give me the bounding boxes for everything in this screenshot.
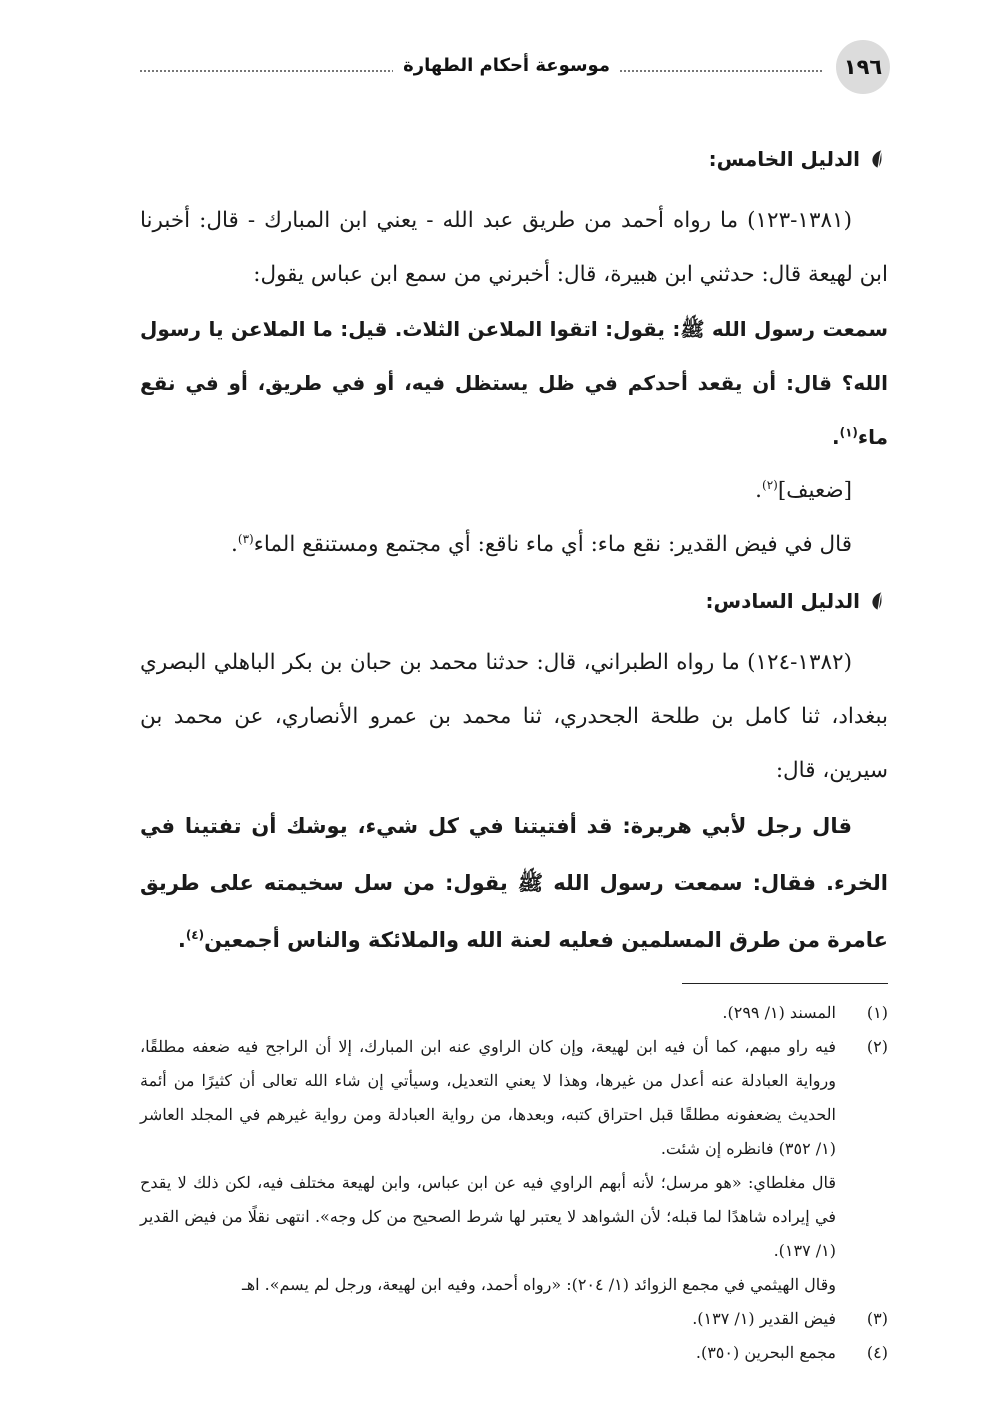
- leaf-icon: [868, 148, 888, 170]
- page-number: ١٩٦: [836, 40, 890, 94]
- section-heading-text: الدليل السادس:: [705, 589, 860, 613]
- narration-chain: (١٣٨١-١٢٣) ما رواه أحمد من طريق عبد الله - يعني ابن المبارك - قال: أخبرنا ابن لهيعة قال: حدثني ابن هبيرة، قال: أخبرني من سمع ابن عباس يقول:: [140, 208, 888, 287]
- footnote-text: وقال الهيثمي في مجمع الزوائد (١/ ٢٠٤): «رواه أحمد، وفيه ابن لهيعة، ورجل لم يسم». اهـ: [242, 1275, 836, 1294]
- footnote-item: [140, 1336, 888, 1370]
- page-header: [140, 40, 888, 102]
- footnote-item: [140, 1302, 888, 1336]
- book-page: [140, 40, 888, 1370]
- footnote-separator: [682, 983, 888, 984]
- footnote-marker: (٤): [185, 928, 205, 942]
- book-title: موسوعة أحكام الطهارة: [393, 55, 620, 76]
- footnote-text: فيه راو مبهم، كما أن فيه ابن لهيعة، وإن كان الراوي عنه ابن المبارك، إلا أن الراجح فيه ضعفه مطلقًا، ورواية العبادلة عنه أعدل من غيرها، وهذا لا يعني التعديل، وسيأتي إن شاء الله تعالى أن كثيرًا من أئمة الحديث يضعفونه مطلقًا قبل احتراق كتبه، وبعدها، من رواية العبادلة ومن رواية غيرهم في المجلد العاشر (١/ ٣٥٢) فانظره إن شئت.: [140, 1037, 836, 1158]
- section-heading-sixth: [140, 572, 888, 630]
- footnote-number: (٤): [866, 1343, 888, 1362]
- footnotes: [140, 996, 888, 1370]
- footnote-text: فيض القدير (١/ ١٣٧).: [692, 1309, 836, 1328]
- grade-text: [ضعيف]$^{(٢)}$.: [755, 477, 852, 503]
- main-text: [140, 130, 888, 969]
- footnote-marker: (٢): [762, 477, 778, 492]
- hadith-text: سمعت رسول الله ﷺ: يقول: اتقوا الملاعن الثلاث. قيل: ما الملاعن يا رسول الله؟ قال: أن يقعد أحدكم في ظل يستظل فيه، أو في طريق، أو في نقع ماء$^{(١)}$.: [140, 317, 888, 449]
- section-heading-text: الدليل الخامس:: [708, 147, 860, 171]
- leaf-icon: [868, 590, 888, 612]
- footnote-text: المسند (١/ ٢٩٩).: [722, 1003, 836, 1022]
- footnote-number: (٢): [866, 1037, 888, 1056]
- footnote-text: مجمع البحرين (٣٥٠).: [695, 1343, 836, 1362]
- narration-chain: (١٣٨٢-١٢٤) ما رواه الطبراني، قال: حدثنا محمد بن حبان بن بكر الباهلي البصري ببغداد، ثنا كامل بن طلحة الجحدري، ثنا محمد بن عمرو الأنصاري، عن محمد بن سيرين، قال:: [140, 650, 888, 783]
- footnote-text: قال مغلطاي: «هو مرسل؛ لأنه أبهم الراوي فيه عن ابن عباس، وابن لهيعة مختلف فيه، لكن ذلك لا يقدح في إيراده شاهدًا لما قبله؛ لأن الشواهد لا يعتبر لها شرط الصحيح من كل وجه». انتهى نقلًا من فيض القدير (١/ ١٣٧).: [140, 1173, 836, 1260]
- footnote-number: (١): [866, 1003, 888, 1022]
- footnote-marker: (٣): [237, 531, 254, 546]
- footnote-item: [140, 1030, 888, 1302]
- explanation-text: قال في فيض القدير: نقع ماء: أي ماء ناقع: أي مجتمع ومستنقع الماء$^{(٣)}$.: [231, 531, 852, 557]
- section-heading-fifth: [140, 130, 888, 188]
- footnote-marker: (١): [839, 425, 858, 440]
- hadith-text: قال رجل لأبي هريرة: قد أفتيتنا في كل شيء، يوشك أن تفتينا في الخرء. فقال: سمعت رسول الله ﷺ يقول: من سل سخيمته على طريق عامرة من طرق المسلمين فعليه لعنة الله والملائكة والناس أجمعين$^{(٤)}$.: [140, 814, 888, 952]
- footnote-item: [140, 996, 888, 1030]
- footnote-number: (٣): [866, 1309, 888, 1328]
